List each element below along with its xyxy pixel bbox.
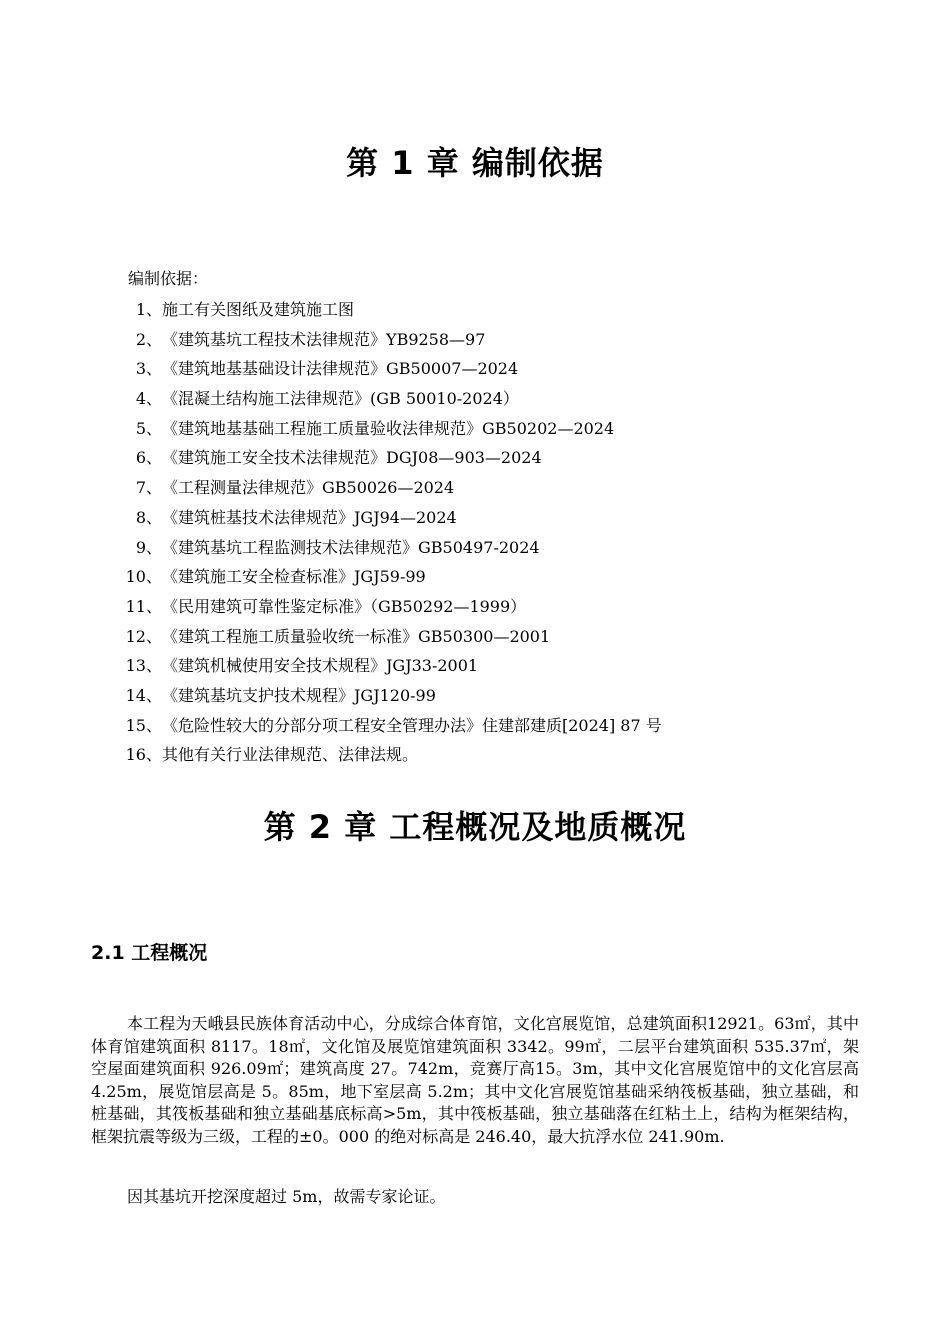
list-item [118, 533, 662, 563]
list-item-number: 2、 [135, 329, 162, 349]
list-item-text: 《建筑施工安全检查标准》JGJ59-99 [162, 567, 426, 587]
list-item-text: 其他有关行业法律规范、法律法规。 [162, 745, 419, 765]
list-item-number: 1、 [135, 300, 162, 319]
list-item-number: 12、 [125, 626, 162, 646]
list-item-text: 《民用建筑可靠性鉴定标准》（GB50292—1999） [162, 596, 527, 616]
list-item-text: 《工程测量法律规范》GB50026—2024 [162, 478, 455, 498]
chapter-1-title: 第 1 章 编制依据 [346, 144, 604, 182]
list-item-number: 11、 [125, 596, 162, 616]
list-item-number: 4、 [135, 389, 162, 409]
list-item-text: 《建筑基坑工程技术法律规范》YB9258—97 [162, 329, 486, 349]
list-item-number: 14、 [125, 685, 162, 705]
list-item [118, 384, 662, 414]
list-item [118, 651, 662, 681]
project-overview-paragraph: 本工程为天峨县民族体育活动中心，分成综合体育馆，文化宫展览馆，总建筑面积12921。63㎡，其中体育馆建筑面积 8117。18㎡，文化馆及展览馆建筑面积 3342。99㎡，二层平台建筑面积 535.37㎡，架空屋面建筑面积 926.09㎡；建筑高度 27。742m，竞赛厅高15。3m，其中文化宫展览馆中的文化宫层高 4.25m，展览馆层高是 5。85m，地下室层高 5.2m；其中文化宫展览馆基础采纳筏板基础，独立基础，和桩基础，其筏板基础和独立基础基底标高>5m，其中筏板基础，独立基础落在红粘土上，结构为框架结构，框架抗震等级为三级，工程的±0。000 的绝对标高是 246.40，最大抗浮水位 241.90m. [91, 1014, 859, 1146]
list-item [118, 562, 662, 592]
list-item [118, 503, 662, 533]
list-item-text: 《危险性较大的分部分项工程安全管理办法》住建部建质[2024] 87 号 [162, 715, 662, 735]
list-item [118, 711, 662, 741]
list-item-number: 5、 [135, 418, 162, 438]
list-item [118, 295, 662, 325]
list-item-number: 8、 [135, 507, 162, 527]
list-item [118, 443, 662, 473]
list-item [118, 325, 662, 355]
list-item-text: 《建筑地基基础工程施工质量验收法律规范》GB50202—2024 [162, 418, 615, 438]
list-item-number: 3、 [135, 359, 162, 379]
section-2-1-title: 2.1 工程概况 [91, 942, 208, 964]
list-item-number: 6、 [135, 448, 162, 468]
list-item-text: 《建筑地基基础设计法律规范》GB50007—2024 [162, 359, 519, 379]
list-item-text: 《建筑桩基技术法律规范》JGJ94—2024 [162, 507, 457, 527]
expert-review-paragraph: 因其基坑开挖深度超过 5m，故需专家论证。 [127, 1187, 446, 1206]
list-item [118, 622, 662, 652]
list-item [118, 414, 662, 444]
list-item-number: 13、 [125, 656, 162, 676]
list-item-text: 《建筑机械使用安全技术规程》JGJ33-2001 [162, 656, 479, 676]
list-item-number: 15、 [125, 715, 162, 735]
list-item-number: 9、 [135, 537, 162, 557]
list-item [118, 354, 662, 384]
list-item [118, 473, 662, 503]
basis-list [118, 295, 662, 770]
list-item-number: 10、 [125, 567, 162, 587]
chapter-2-title: 第 2 章 工程概况及地质概况 [263, 808, 687, 846]
list-item [118, 681, 662, 711]
basis-intro-label: 编制依据： [128, 269, 209, 288]
list-item-text: 《建筑工程施工质量验收统一标准》GB50300—2001 [162, 626, 551, 646]
list-item-number: 16、 [125, 745, 162, 765]
list-item [118, 592, 662, 622]
list-item-text: 《建筑施工安全技术法律规范》DGJ08—903—2024 [162, 448, 542, 468]
list-item-text: 《建筑基坑工程监测技术法律规范》GB50497-2024 [162, 537, 540, 557]
list-item-number: 7、 [135, 478, 162, 498]
list-item-text: 《混凝土结构施工法律规范》(GB 50010-2024） [162, 389, 519, 409]
list-item [118, 740, 662, 770]
list-item-text: 施工有关图纸及建筑施工图 [162, 300, 355, 319]
list-item-text: 《建筑基坑支护技术规程》JGJ120-99 [162, 685, 436, 705]
